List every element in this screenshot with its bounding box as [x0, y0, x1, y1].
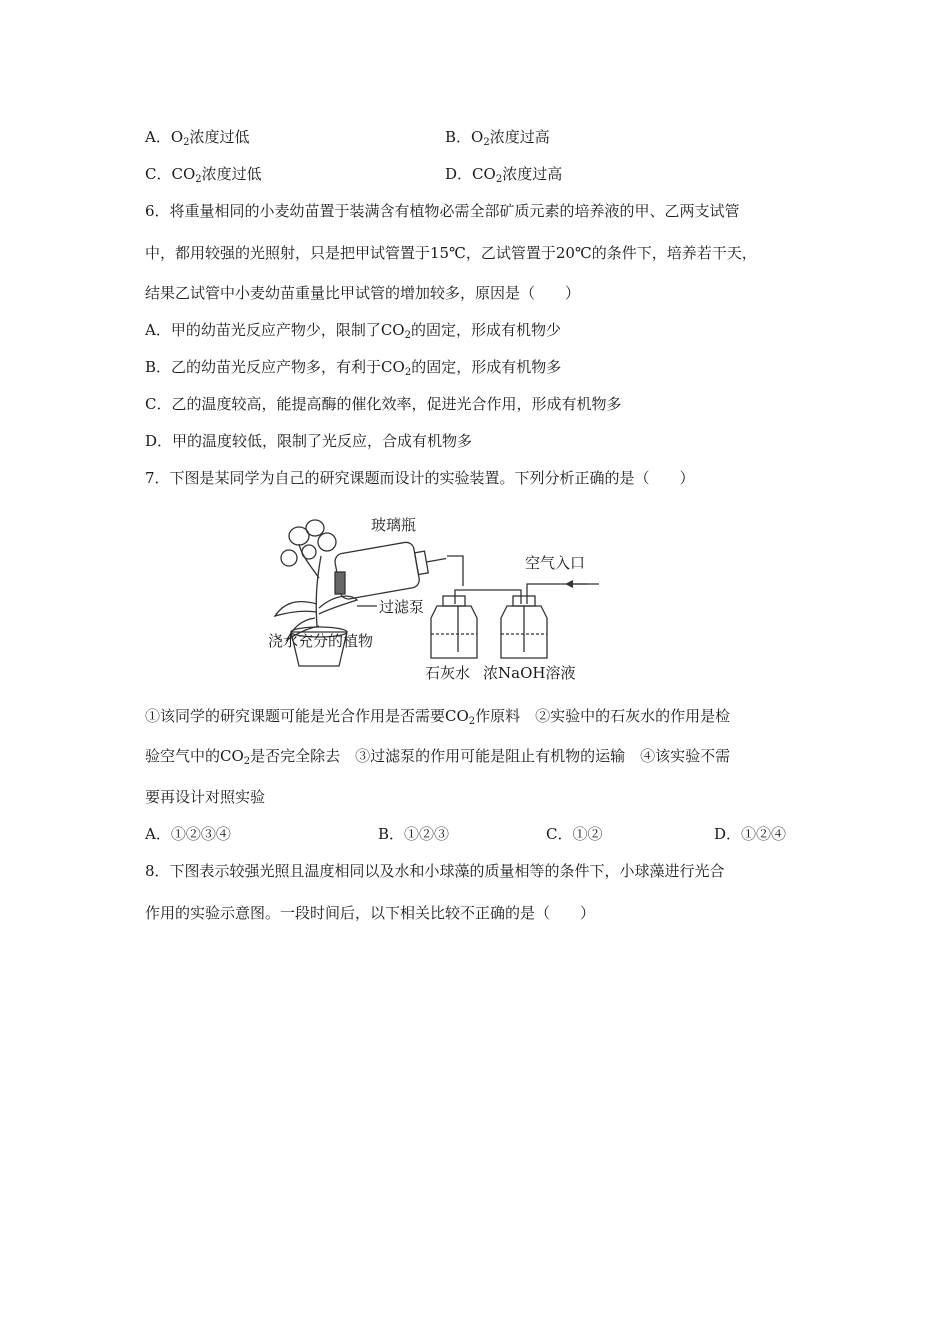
- q7-statements-line-2: 验空气中的$CO_2$是否完全除去 ③过滤泵的作用可能是阻止有机物的运输 ④该实验不需: [145, 747, 731, 767]
- label-limewater: 石灰水: [425, 664, 471, 682]
- q7-option-c: C．①②: [546, 825, 603, 843]
- q6-stem-line-2: 中，都用较强的光照射，只是把甲试管置于15℃，乙试管置于20℃的条件下，培养若干天，: [145, 244, 757, 262]
- q6-stem-line-1: 6．将重量相同的小麦幼苗置于装满含有植物必需全部矿质元素的培养液的甲、乙两支试管: [145, 202, 740, 220]
- q7-option-a: A．①②③④: [145, 825, 231, 843]
- experiment-apparatus-figure: [265, 508, 605, 686]
- q7-option-b: B．①②③: [378, 825, 450, 843]
- q8-stem-line-1: 8．下图表示较强光照且温度相同以及水和小球藻的质量相等的条件下，小球藻进行光合: [145, 862, 725, 880]
- label-filter-pump: 过滤泵: [379, 598, 425, 616]
- air-inlet-arrow: [565, 580, 599, 588]
- q6-option-b: B．乙的幼苗光反应产物多，有利于$CO_2$的固定，形成有机物多: [145, 358, 562, 378]
- q5-option-d: D．$CO_2$浓度过高: [445, 165, 563, 185]
- glass-bottle-drawing: [334, 536, 450, 600]
- label-glass-bottle: 玻璃瓶: [371, 516, 417, 534]
- q6-option-d: D．甲的温度较低，限制了光反应，合成有机物多: [145, 432, 473, 450]
- q7-statements-line-3: 要再设计对照实验: [145, 788, 266, 806]
- q8-stem-line-2: 作用的实验示意图。一段时间后，以下相关比较不正确的是（ ）: [145, 904, 596, 922]
- q5-option-c: C．$CO_2$浓度过低: [145, 165, 262, 185]
- q6-option-a: A．甲的幼苗光反应产物少，限制了$CO_2$的固定，形成有机物少: [145, 321, 561, 341]
- label-plant: 浇水充分的植物: [268, 632, 374, 650]
- q7-option-d: D．①②④: [714, 825, 787, 843]
- label-air-inlet: 空气入口: [525, 554, 586, 572]
- q5-option-b: B．$O_2$浓度过高: [445, 128, 550, 148]
- q5-option-a: A．$O_2$浓度过低: [145, 128, 250, 148]
- q6-option-c: C．乙的温度较高，能提高酶的催化效率，促进光合作用，形成有机物多: [145, 395, 622, 413]
- label-naoh: 浓NaOH溶液: [483, 664, 576, 682]
- limewater-jar-drawing: [431, 596, 477, 658]
- naoh-jar-drawing: [501, 596, 547, 658]
- apparatus-drawing: [265, 508, 605, 686]
- q7-statements-line-1: ①该同学的研究课题可能是光合作用是否需要$CO_2$作原料 ②实验中的石灰水的作用是检: [145, 707, 731, 727]
- q6-stem-line-3: 结果乙试管中小麦幼苗重量比甲试管的增加较多，原因是（ ）: [145, 284, 581, 302]
- q7-stem: 7．下图是某同学为自己的研究课题而设计的实验装置。下列分析正确的是（ ）: [145, 469, 695, 487]
